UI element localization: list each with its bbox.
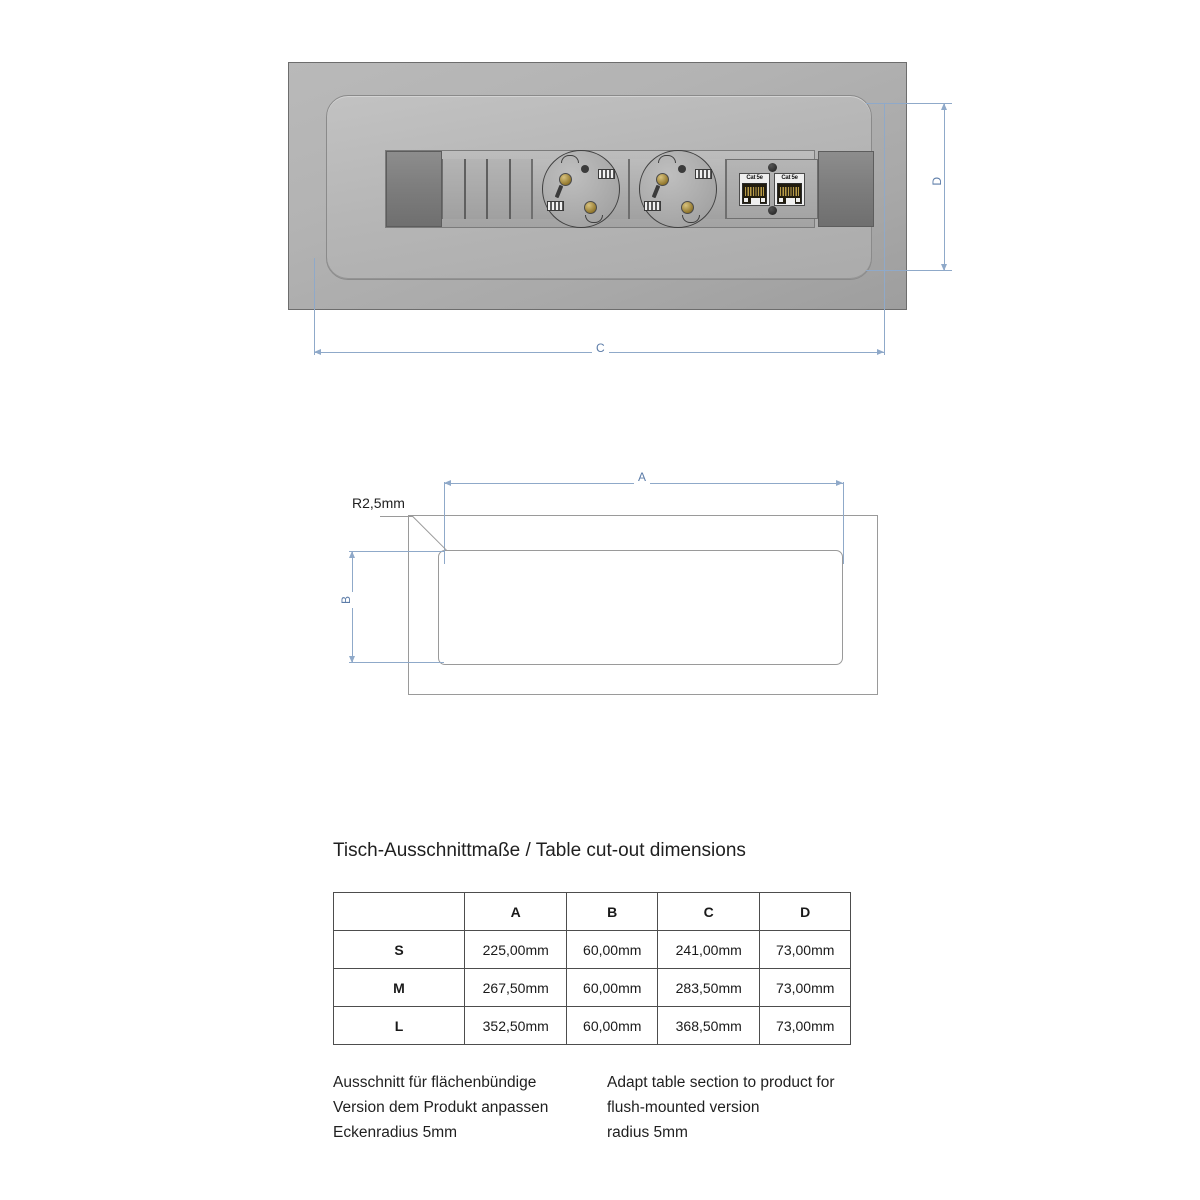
rj45-label: Cat 5e [746, 174, 763, 181]
rj45-notch-icon [779, 198, 783, 202]
table-row [334, 1007, 851, 1045]
radius-label: R2,5mm [352, 495, 405, 511]
earth-contact-icon [598, 169, 615, 179]
socket-dot-icon [581, 165, 589, 173]
schuko-socket-icon [639, 150, 717, 228]
extension-line [866, 103, 952, 104]
arrow-icon [941, 103, 947, 110]
dimension-line [944, 103, 945, 270]
dimension-b-label: B [339, 592, 353, 608]
extension-line [444, 482, 445, 564]
table-cell-d: 73,00mm [760, 931, 851, 969]
note-line: radius 5mm [607, 1124, 688, 1141]
dimension-c-label: C [592, 341, 609, 355]
module-strip-inner [386, 159, 814, 219]
socket-pin-icon [656, 173, 669, 186]
rib-icon [443, 159, 466, 219]
note-line: Adapt table section to product for [607, 1074, 835, 1091]
notes-english [607, 1070, 881, 1145]
earth-contact-icon [644, 201, 661, 211]
table-corner-cell [334, 893, 465, 931]
rj45-jack [739, 173, 770, 206]
table-cell-a: 267,50mm [465, 969, 567, 1007]
table-cell-c: 368,50mm [657, 1007, 759, 1045]
table-cell-a: 225,00mm [465, 931, 567, 969]
table-cell-b: 60,00mm [567, 1007, 658, 1045]
note-line: Eckenradius 5mm [333, 1124, 458, 1141]
arrow-icon [314, 349, 321, 355]
arrow-icon [349, 551, 355, 558]
table-col-header-a: A [465, 893, 567, 931]
leader-line [380, 516, 413, 517]
table-cell-c: 241,00mm [657, 931, 759, 969]
cat5e-data-module [726, 159, 818, 219]
rj45-tab-icon [751, 198, 760, 204]
socket-arc-icon [585, 215, 603, 223]
extension-line [884, 103, 885, 355]
mounting-plate-recess [326, 95, 872, 280]
rj45-contacts-icon [780, 187, 799, 196]
dimensions-table [333, 892, 851, 1045]
extension-line [314, 258, 315, 355]
socket-arc-icon [658, 155, 676, 163]
table-col-header-d: D [760, 893, 851, 931]
page-title: Tisch-Ausschnittmaße / Table cut-out dimensions [333, 840, 746, 861]
table-col-header-b: B [567, 893, 658, 931]
rj45-port-icon [777, 183, 802, 204]
rj45-tab-icon [786, 198, 795, 204]
socket-pin-icon [584, 201, 597, 214]
rj45-jack [774, 173, 805, 206]
table-header-row [334, 893, 851, 931]
rib-icon [488, 159, 511, 219]
dimension-a-label: A [634, 470, 650, 484]
rib-icon [466, 159, 489, 219]
arrow-icon [444, 480, 451, 486]
socket-pin-icon [681, 201, 694, 214]
arrow-icon [877, 349, 884, 355]
note-line: Version dem Produkt anpassen [333, 1099, 549, 1116]
blank-rib-module [442, 159, 532, 219]
table-row-label: L [334, 1007, 465, 1045]
rib-icon [511, 159, 532, 219]
table-cell-a: 352,50mm [465, 1007, 567, 1045]
extension-line [349, 551, 444, 552]
arrow-icon [836, 480, 843, 486]
table-cell-c: 283,50mm [657, 969, 759, 1007]
end-cap-right-icon [818, 151, 874, 227]
socket-arc-icon [561, 155, 579, 163]
earth-contact-icon [695, 169, 712, 179]
schuko-socket-icon [542, 150, 620, 228]
screw-icon [768, 206, 777, 215]
extension-line [843, 482, 844, 564]
socket-slot-icon [651, 185, 660, 199]
table-row-label: M [334, 969, 465, 1007]
module-strip [385, 150, 815, 228]
table-cell-b: 60,00mm [567, 969, 658, 1007]
note-line: Ausschnitt für flächenbündige [333, 1074, 537, 1091]
table-row-label: S [334, 931, 465, 969]
schuko-socket-module [532, 159, 629, 219]
table-cutout-outline [438, 550, 843, 665]
rj45-notch-icon [796, 198, 800, 202]
socket-arc-icon [682, 215, 700, 223]
arrow-icon [349, 656, 355, 663]
extension-line [349, 662, 444, 663]
screw-icon [768, 163, 777, 172]
table-cell-d: 73,00mm [760, 1007, 851, 1045]
socket-pin-icon [559, 173, 572, 186]
rj45-notch-icon [761, 198, 765, 202]
extension-line [866, 270, 952, 271]
table-cell-d: 73,00mm [760, 969, 851, 1007]
product-render-figure [288, 62, 907, 310]
rj45-port-icon [742, 183, 767, 204]
end-cap-left-icon [386, 151, 442, 227]
table-cell-b: 60,00mm [567, 931, 658, 969]
rj45-notch-icon [744, 198, 748, 202]
socket-dot-icon [678, 165, 686, 173]
table-row [334, 931, 851, 969]
notes-block [333, 1070, 881, 1145]
schuko-socket-module [629, 159, 726, 219]
notes-german [333, 1070, 607, 1145]
dimension-d-label: D [930, 173, 944, 190]
socket-slot-icon [554, 185, 563, 199]
table-row [334, 969, 851, 1007]
cutout-diagram-figure [330, 462, 900, 712]
note-line: flush-mounted version [607, 1099, 760, 1116]
earth-contact-icon [547, 201, 564, 211]
table-col-header-c: C [657, 893, 759, 931]
rj45-label: Cat 5e [781, 174, 798, 181]
arrow-icon [941, 264, 947, 271]
rj45-contacts-icon [745, 187, 764, 196]
